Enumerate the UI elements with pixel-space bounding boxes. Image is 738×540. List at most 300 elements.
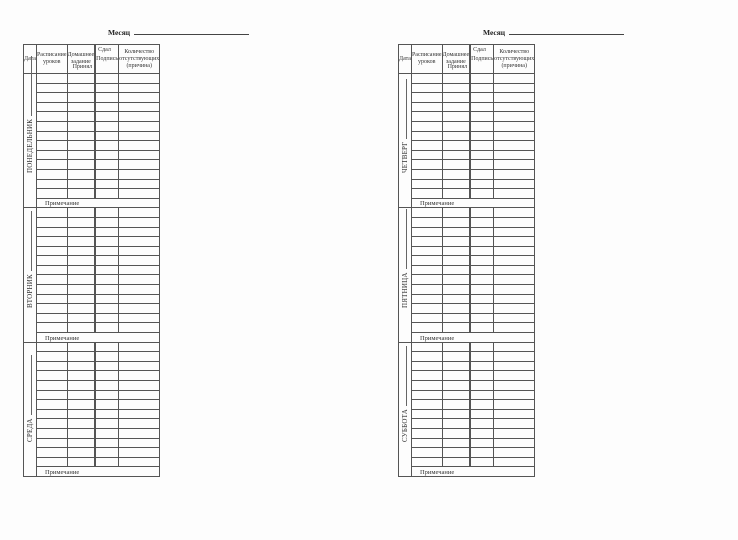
schedule-cell[interactable]	[36, 313, 67, 323]
absences-cell[interactable]	[119, 189, 160, 199]
schedule-cell[interactable]	[36, 169, 67, 179]
schedule-cell[interactable]	[36, 83, 67, 93]
absences-cell[interactable]	[494, 448, 535, 458]
absences-cell[interactable]	[119, 83, 160, 93]
absences-cell[interactable]	[494, 390, 535, 400]
absences-cell[interactable]	[119, 448, 160, 458]
homework-cell[interactable]	[442, 323, 470, 333]
schedule-cell[interactable]	[36, 179, 67, 189]
schedule-cell[interactable]	[411, 150, 442, 160]
schedule-cell[interactable]	[36, 237, 67, 247]
schedule-cell[interactable]	[36, 102, 67, 112]
signature-cell[interactable]	[471, 304, 494, 314]
schedule-cell[interactable]	[36, 342, 67, 352]
schedule-cell[interactable]	[36, 141, 67, 151]
homework-cell[interactable]	[442, 361, 470, 371]
homework-cell[interactable]	[442, 256, 470, 266]
signature-cell[interactable]	[96, 342, 119, 352]
signature-cell[interactable]	[471, 285, 494, 295]
homework-cell[interactable]	[442, 390, 470, 400]
homework-cell[interactable]	[442, 74, 470, 84]
date-blank-line[interactable]	[27, 355, 32, 415]
schedule-cell[interactable]	[411, 457, 442, 467]
signature-cell[interactable]	[471, 160, 494, 170]
signature-cell[interactable]	[471, 419, 494, 429]
signature-cell[interactable]	[471, 74, 494, 84]
schedule-cell[interactable]	[411, 438, 442, 448]
absences-cell[interactable]	[119, 246, 160, 256]
homework-cell[interactable]	[67, 121, 95, 131]
signature-cell[interactable]	[96, 323, 119, 333]
absences-cell[interactable]	[494, 179, 535, 189]
schedule-cell[interactable]	[36, 323, 67, 333]
absences-cell[interactable]	[119, 256, 160, 266]
absences-cell[interactable]	[494, 323, 535, 333]
signature-cell[interactable]	[471, 83, 494, 93]
absences-cell[interactable]	[119, 150, 160, 160]
homework-cell[interactable]	[67, 438, 95, 448]
signature-cell[interactable]	[471, 227, 494, 237]
date-blank-line[interactable]	[27, 56, 32, 116]
schedule-cell[interactable]	[411, 112, 442, 122]
schedule-cell[interactable]	[36, 409, 67, 419]
signature-cell[interactable]	[96, 361, 119, 371]
homework-cell[interactable]	[442, 342, 470, 352]
signature-cell[interactable]	[471, 217, 494, 227]
signature-cell[interactable]	[471, 102, 494, 112]
schedule-cell[interactable]	[36, 352, 67, 362]
absences-cell[interactable]	[119, 390, 160, 400]
homework-cell[interactable]	[442, 160, 470, 170]
absences-cell[interactable]	[119, 294, 160, 304]
schedule-cell[interactable]	[36, 294, 67, 304]
absences-cell[interactable]	[494, 160, 535, 170]
absences-cell[interactable]	[119, 217, 160, 227]
signature-cell[interactable]	[471, 371, 494, 381]
signature-cell[interactable]	[96, 304, 119, 314]
homework-cell[interactable]	[67, 361, 95, 371]
signature-cell[interactable]	[96, 256, 119, 266]
absences-cell[interactable]	[494, 93, 535, 103]
homework-cell[interactable]	[67, 246, 95, 256]
schedule-cell[interactable]	[36, 160, 67, 170]
absences-cell[interactable]	[494, 169, 535, 179]
schedule-cell[interactable]	[36, 93, 67, 103]
schedule-cell[interactable]	[36, 371, 67, 381]
schedule-cell[interactable]	[36, 304, 67, 314]
schedule-cell[interactable]	[411, 381, 442, 391]
schedule-cell[interactable]	[36, 428, 67, 438]
month-blank-line[interactable]	[509, 27, 624, 35]
schedule-cell[interactable]	[411, 121, 442, 131]
signature-cell[interactable]	[471, 265, 494, 275]
schedule-cell[interactable]	[411, 160, 442, 170]
homework-cell[interactable]	[442, 313, 470, 323]
signature-cell[interactable]	[471, 313, 494, 323]
note-cell[interactable]: Примечание	[36, 333, 159, 343]
homework-cell[interactable]	[67, 313, 95, 323]
schedule-cell[interactable]	[36, 361, 67, 371]
signature-cell[interactable]	[96, 237, 119, 247]
homework-cell[interactable]	[67, 294, 95, 304]
schedule-cell[interactable]	[36, 112, 67, 122]
absences-cell[interactable]	[494, 381, 535, 391]
signature-cell[interactable]	[96, 121, 119, 131]
absences-cell[interactable]	[119, 419, 160, 429]
signature-cell[interactable]	[96, 275, 119, 285]
signature-cell[interactable]	[471, 179, 494, 189]
schedule-cell[interactable]	[411, 304, 442, 314]
absences-cell[interactable]	[494, 294, 535, 304]
signature-cell[interactable]	[96, 448, 119, 458]
signature-cell[interactable]	[96, 438, 119, 448]
homework-cell[interactable]	[442, 112, 470, 122]
note-cell[interactable]: Примечание	[411, 467, 534, 477]
absences-cell[interactable]	[494, 371, 535, 381]
signature-cell[interactable]	[471, 275, 494, 285]
homework-cell[interactable]	[67, 457, 95, 467]
homework-cell[interactable]	[442, 448, 470, 458]
absences-cell[interactable]	[119, 179, 160, 189]
homework-cell[interactable]	[442, 189, 470, 199]
signature-cell[interactable]	[471, 189, 494, 199]
absences-cell[interactable]	[494, 83, 535, 93]
signature-cell[interactable]	[471, 131, 494, 141]
signature-cell[interactable]	[96, 83, 119, 93]
note-cell[interactable]: Примечание	[411, 333, 534, 343]
schedule-cell[interactable]	[36, 74, 67, 84]
schedule-cell[interactable]	[411, 83, 442, 93]
signature-cell[interactable]	[96, 400, 119, 410]
signature-cell[interactable]	[471, 294, 494, 304]
schedule-cell[interactable]	[411, 102, 442, 112]
homework-cell[interactable]	[67, 409, 95, 419]
homework-cell[interactable]	[442, 246, 470, 256]
homework-cell[interactable]	[442, 217, 470, 227]
absences-cell[interactable]	[494, 189, 535, 199]
signature-cell[interactable]	[96, 208, 119, 218]
schedule-cell[interactable]	[411, 313, 442, 323]
signature-cell[interactable]	[471, 112, 494, 122]
homework-cell[interactable]	[67, 150, 95, 160]
absences-cell[interactable]	[119, 323, 160, 333]
absences-cell[interactable]	[494, 150, 535, 160]
month-blank-line[interactable]	[134, 27, 249, 35]
homework-cell[interactable]	[67, 169, 95, 179]
signature-cell[interactable]	[96, 217, 119, 227]
homework-cell[interactable]	[442, 208, 470, 218]
schedule-cell[interactable]	[36, 121, 67, 131]
schedule-cell[interactable]	[411, 227, 442, 237]
absences-cell[interactable]	[494, 121, 535, 131]
signature-cell[interactable]	[471, 256, 494, 266]
absences-cell[interactable]	[119, 275, 160, 285]
absences-cell[interactable]	[494, 246, 535, 256]
homework-cell[interactable]	[442, 438, 470, 448]
absences-cell[interactable]	[119, 342, 160, 352]
homework-cell[interactable]	[67, 304, 95, 314]
schedule-cell[interactable]	[36, 285, 67, 295]
schedule-cell[interactable]	[36, 256, 67, 266]
homework-cell[interactable]	[442, 141, 470, 151]
schedule-cell[interactable]	[411, 237, 442, 247]
absences-cell[interactable]	[494, 428, 535, 438]
signature-cell[interactable]	[471, 93, 494, 103]
homework-cell[interactable]	[442, 400, 470, 410]
homework-cell[interactable]	[442, 121, 470, 131]
signature-cell[interactable]	[96, 285, 119, 295]
absences-cell[interactable]	[494, 438, 535, 448]
signature-cell[interactable]	[96, 371, 119, 381]
schedule-cell[interactable]	[411, 342, 442, 352]
absences-cell[interactable]	[494, 237, 535, 247]
date-blank-line[interactable]	[402, 209, 407, 269]
absences-cell[interactable]	[494, 275, 535, 285]
homework-cell[interactable]	[67, 112, 95, 122]
signature-cell[interactable]	[96, 246, 119, 256]
absences-cell[interactable]	[494, 265, 535, 275]
signature-cell[interactable]	[96, 294, 119, 304]
homework-cell[interactable]	[442, 179, 470, 189]
homework-cell[interactable]	[67, 160, 95, 170]
absences-cell[interactable]	[494, 217, 535, 227]
signature-cell[interactable]	[471, 428, 494, 438]
homework-cell[interactable]	[442, 265, 470, 275]
absences-cell[interactable]	[119, 169, 160, 179]
absences-cell[interactable]	[119, 400, 160, 410]
schedule-cell[interactable]	[411, 352, 442, 362]
signature-cell[interactable]	[96, 131, 119, 141]
absences-cell[interactable]	[119, 313, 160, 323]
homework-cell[interactable]	[67, 93, 95, 103]
schedule-cell[interactable]	[411, 265, 442, 275]
homework-cell[interactable]	[67, 265, 95, 275]
absences-cell[interactable]	[119, 438, 160, 448]
absences-cell[interactable]	[494, 74, 535, 84]
signature-cell[interactable]	[471, 141, 494, 151]
signature-cell[interactable]	[471, 342, 494, 352]
absences-cell[interactable]	[494, 409, 535, 419]
absences-cell[interactable]	[119, 93, 160, 103]
signature-cell[interactable]	[96, 169, 119, 179]
homework-cell[interactable]	[442, 83, 470, 93]
homework-cell[interactable]	[442, 285, 470, 295]
signature-cell[interactable]	[471, 390, 494, 400]
schedule-cell[interactable]	[411, 141, 442, 151]
signature-cell[interactable]	[96, 93, 119, 103]
absences-cell[interactable]	[494, 304, 535, 314]
signature-cell[interactable]	[471, 121, 494, 131]
absences-cell[interactable]	[494, 400, 535, 410]
schedule-cell[interactable]	[411, 294, 442, 304]
homework-cell[interactable]	[442, 169, 470, 179]
schedule-cell[interactable]	[411, 208, 442, 218]
homework-cell[interactable]	[67, 74, 95, 84]
note-cell[interactable]: Примечание	[36, 198, 159, 208]
absences-cell[interactable]	[119, 285, 160, 295]
signature-cell[interactable]	[471, 381, 494, 391]
signature-cell[interactable]	[96, 74, 119, 84]
absences-cell[interactable]	[119, 457, 160, 467]
schedule-cell[interactable]	[411, 93, 442, 103]
absences-cell[interactable]	[119, 121, 160, 131]
homework-cell[interactable]	[67, 428, 95, 438]
absences-cell[interactable]	[494, 361, 535, 371]
signature-cell[interactable]	[471, 448, 494, 458]
signature-cell[interactable]	[96, 457, 119, 467]
homework-cell[interactable]	[67, 275, 95, 285]
schedule-cell[interactable]	[411, 409, 442, 419]
absences-cell[interactable]	[119, 160, 160, 170]
schedule-cell[interactable]	[411, 256, 442, 266]
homework-cell[interactable]	[67, 400, 95, 410]
signature-cell[interactable]	[96, 179, 119, 189]
schedule-cell[interactable]	[36, 217, 67, 227]
homework-cell[interactable]	[442, 237, 470, 247]
schedule-cell[interactable]	[411, 448, 442, 458]
schedule-cell[interactable]	[411, 131, 442, 141]
homework-cell[interactable]	[67, 131, 95, 141]
homework-cell[interactable]	[442, 93, 470, 103]
schedule-cell[interactable]	[411, 189, 442, 199]
absences-cell[interactable]	[494, 285, 535, 295]
schedule-cell[interactable]	[36, 390, 67, 400]
schedule-cell[interactable]	[36, 227, 67, 237]
homework-cell[interactable]	[442, 381, 470, 391]
schedule-cell[interactable]	[36, 381, 67, 391]
homework-cell[interactable]	[67, 381, 95, 391]
schedule-cell[interactable]	[411, 275, 442, 285]
homework-cell[interactable]	[442, 371, 470, 381]
absences-cell[interactable]	[494, 112, 535, 122]
homework-cell[interactable]	[442, 227, 470, 237]
date-blank-line[interactable]	[402, 79, 407, 139]
signature-cell[interactable]	[96, 428, 119, 438]
absences-cell[interactable]	[119, 74, 160, 84]
absences-cell[interactable]	[494, 227, 535, 237]
absences-cell[interactable]	[494, 131, 535, 141]
schedule-cell[interactable]	[411, 419, 442, 429]
absences-cell[interactable]	[119, 227, 160, 237]
signature-cell[interactable]	[96, 189, 119, 199]
homework-cell[interactable]	[67, 448, 95, 458]
schedule-cell[interactable]	[411, 285, 442, 295]
schedule-cell[interactable]	[36, 419, 67, 429]
homework-cell[interactable]	[442, 409, 470, 419]
schedule-cell[interactable]	[36, 265, 67, 275]
homework-cell[interactable]	[67, 285, 95, 295]
homework-cell[interactable]	[67, 371, 95, 381]
signature-cell[interactable]	[471, 169, 494, 179]
absences-cell[interactable]	[494, 419, 535, 429]
homework-cell[interactable]	[67, 208, 95, 218]
homework-cell[interactable]	[442, 150, 470, 160]
homework-cell[interactable]	[67, 237, 95, 247]
signature-cell[interactable]	[471, 208, 494, 218]
signature-cell[interactable]	[471, 409, 494, 419]
schedule-cell[interactable]	[411, 400, 442, 410]
absences-cell[interactable]	[119, 304, 160, 314]
homework-cell[interactable]	[67, 419, 95, 429]
schedule-cell[interactable]	[411, 179, 442, 189]
schedule-cell[interactable]	[411, 217, 442, 227]
absences-cell[interactable]	[119, 361, 160, 371]
schedule-cell[interactable]	[411, 74, 442, 84]
absences-cell[interactable]	[119, 409, 160, 419]
absences-cell[interactable]	[119, 102, 160, 112]
homework-cell[interactable]	[67, 227, 95, 237]
signature-cell[interactable]	[471, 400, 494, 410]
absences-cell[interactable]	[119, 112, 160, 122]
schedule-cell[interactable]	[411, 371, 442, 381]
signature-cell[interactable]	[96, 381, 119, 391]
schedule-cell[interactable]	[36, 457, 67, 467]
schedule-cell[interactable]	[411, 428, 442, 438]
signature-cell[interactable]	[471, 352, 494, 362]
homework-cell[interactable]	[442, 131, 470, 141]
note-cell[interactable]: Примечание	[36, 467, 159, 477]
absences-cell[interactable]	[494, 352, 535, 362]
absences-cell[interactable]	[119, 352, 160, 362]
schedule-cell[interactable]	[411, 169, 442, 179]
signature-cell[interactable]	[96, 227, 119, 237]
schedule-cell[interactable]	[36, 275, 67, 285]
signature-cell[interactable]	[471, 323, 494, 333]
absences-cell[interactable]	[494, 256, 535, 266]
homework-cell[interactable]	[67, 83, 95, 93]
signature-cell[interactable]	[96, 102, 119, 112]
absences-cell[interactable]	[119, 141, 160, 151]
homework-cell[interactable]	[67, 352, 95, 362]
homework-cell[interactable]	[442, 419, 470, 429]
absences-cell[interactable]	[119, 428, 160, 438]
schedule-cell[interactable]	[36, 438, 67, 448]
homework-cell[interactable]	[442, 428, 470, 438]
signature-cell[interactable]	[96, 141, 119, 151]
date-blank-line[interactable]	[27, 211, 32, 271]
schedule-cell[interactable]	[36, 448, 67, 458]
homework-cell[interactable]	[67, 141, 95, 151]
signature-cell[interactable]	[471, 150, 494, 160]
signature-cell[interactable]	[96, 112, 119, 122]
absences-cell[interactable]	[494, 141, 535, 151]
signature-cell[interactable]	[96, 265, 119, 275]
note-cell[interactable]: Примечание	[411, 198, 534, 208]
schedule-cell[interactable]	[36, 189, 67, 199]
homework-cell[interactable]	[442, 457, 470, 467]
signature-cell[interactable]	[96, 352, 119, 362]
absences-cell[interactable]	[119, 208, 160, 218]
schedule-cell[interactable]	[411, 361, 442, 371]
absences-cell[interactable]	[119, 371, 160, 381]
absences-cell[interactable]	[494, 313, 535, 323]
absences-cell[interactable]	[494, 457, 535, 467]
schedule-cell[interactable]	[36, 400, 67, 410]
schedule-cell[interactable]	[36, 246, 67, 256]
schedule-cell[interactable]	[411, 246, 442, 256]
homework-cell[interactable]	[67, 256, 95, 266]
signature-cell[interactable]	[471, 457, 494, 467]
homework-cell[interactable]	[67, 179, 95, 189]
signature-cell[interactable]	[471, 438, 494, 448]
schedule-cell[interactable]	[411, 390, 442, 400]
homework-cell[interactable]	[442, 294, 470, 304]
homework-cell[interactable]	[67, 323, 95, 333]
signature-cell[interactable]	[96, 313, 119, 323]
schedule-cell[interactable]	[36, 150, 67, 160]
homework-cell[interactable]	[442, 275, 470, 285]
absences-cell[interactable]	[119, 265, 160, 275]
